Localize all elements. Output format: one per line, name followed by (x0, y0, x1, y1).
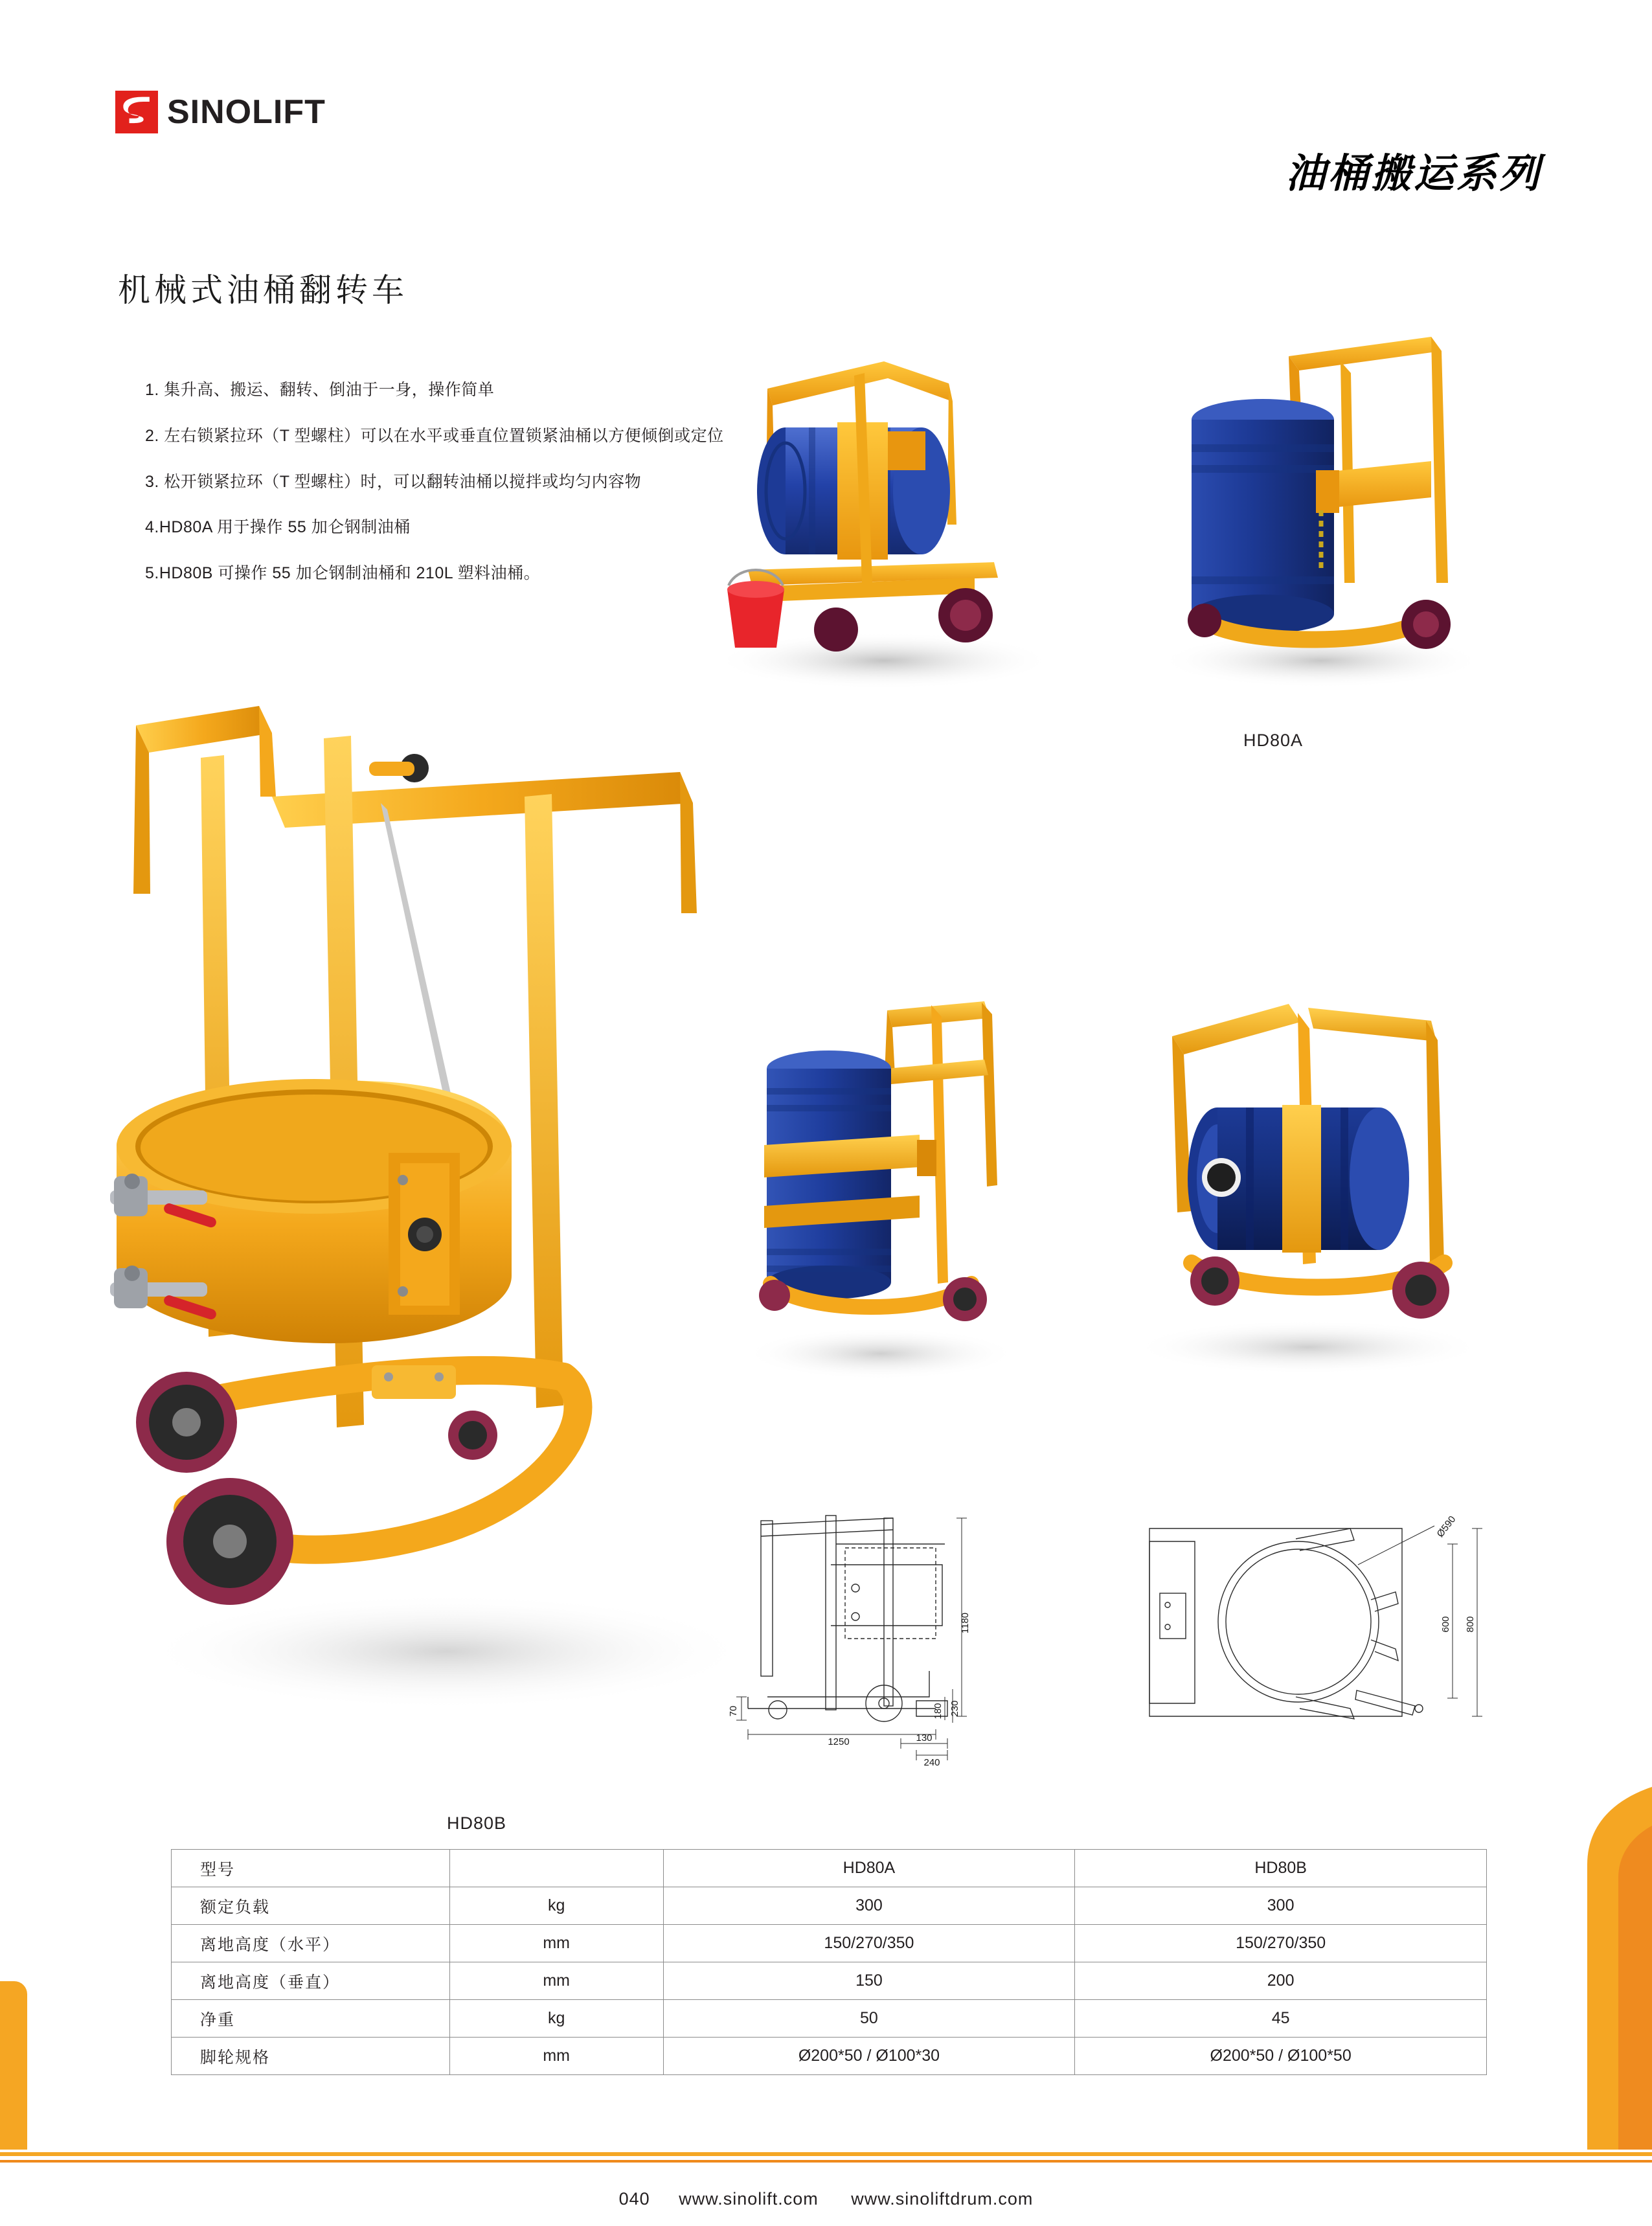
row-label: 净重 (172, 2000, 450, 2038)
footer-url-primary[interactable]: www.sinolift.com (679, 2189, 819, 2209)
dim-height-1180: 1180 (960, 1612, 971, 1634)
row-label: 额定负载 (172, 1887, 450, 1925)
product-photo-horizontal-drum (1094, 991, 1509, 1392)
table-header-hd80a: HD80A (663, 1850, 1075, 1887)
technical-drawing-top-view (1130, 1503, 1519, 1826)
photo-caption-hd80b: HD80B (447, 1813, 507, 1833)
row-value-hd80a: 150 (663, 1962, 1075, 2000)
row-unit: kg (449, 1887, 663, 1925)
specification-table (171, 1849, 1487, 2075)
product-photo-hd80a (1127, 311, 1515, 712)
row-value-hd80a: 150/270/350 (663, 1925, 1075, 1962)
row-value-hd80b: 300 (1075, 1887, 1487, 1925)
footer-divider (0, 2152, 1652, 2156)
technical-drawing-side-view (722, 1503, 1104, 1826)
row-value-hd80b: 200 (1075, 1962, 1487, 2000)
row-value-hd80a: Ø200*50 / Ø100*30 (663, 2038, 1075, 2075)
dim-180: 180 (933, 1703, 944, 1720)
footer (0, 2189, 1652, 2209)
page-number: 040 (618, 2189, 650, 2209)
table-header-hd80b: HD80B (1075, 1850, 1487, 1887)
list-item: 4.HD80A 用于操作 55 加仑钢制油桶 (145, 518, 411, 537)
row-value-hd80b: Ø200*50 / Ø100*50 (1075, 2038, 1487, 2075)
row-value-hd80b: 45 (1075, 2000, 1487, 2038)
list-item: 2. 左右锁紧拉环（T 型螺柱）可以在水平或垂直位置锁紧油桶以方便倾倒或定位 (145, 426, 724, 445)
decor-corner-shape (1510, 1787, 1652, 2150)
table-header-model: 型号 (172, 1850, 450, 1887)
row-unit: mm (449, 2038, 663, 2075)
list-item: 1. 集升高、搬运、翻转、倒油于一身，操作简单 (145, 381, 495, 399)
dim-diameter-590: Ø590 (1434, 1514, 1458, 1539)
decor-left-sliver (0, 1981, 27, 2150)
brand-logo-text: SINOLIFT (167, 93, 326, 131)
row-value-hd80b: 150/270/350 (1075, 1925, 1487, 1962)
product-photo-vertical-drum (725, 991, 1036, 1392)
row-value-hd80a: 300 (663, 1887, 1075, 1925)
product-photo-hd80b-main (110, 699, 797, 1800)
dim-600: 600 (1440, 1616, 1451, 1633)
dim-240: 240 (923, 1757, 940, 1768)
dim-70: 70 (728, 1705, 739, 1717)
dim-130: 130 (916, 1732, 933, 1743)
table-row (172, 1925, 1487, 1962)
row-label: 离地高度（垂直） (172, 1962, 450, 2000)
table-row (172, 1962, 1487, 2000)
photo-caption-hd80a: HD80A (1243, 731, 1304, 750)
table-row (172, 2000, 1487, 2038)
sinolift-s-mark-icon (115, 91, 158, 133)
dim-230: 230 (949, 1700, 960, 1717)
row-label: 离地高度（水平） (172, 1925, 450, 1962)
row-unit: kg (449, 2000, 663, 2038)
table-row (172, 1887, 1487, 1925)
dim-1250: 1250 (828, 1736, 850, 1747)
list-item: 5.HD80B 可操作 55 加仑钢制油桶和 210L 塑料油桶。 (145, 564, 541, 582)
row-unit: mm (449, 1962, 663, 2000)
table-header-unit (449, 1850, 663, 1887)
series-title: 油桶搬运系列 (1285, 152, 1542, 196)
row-label: 脚轮规格 (172, 2038, 450, 2075)
footer-url-secondary[interactable]: www.sinoliftdrum.com (851, 2189, 1034, 2209)
page-title: 机械式油桶翻转车 (118, 272, 408, 308)
table-row (172, 2038, 1487, 2075)
row-unit: mm (449, 1925, 663, 1962)
brand-logo (115, 91, 326, 133)
product-photo-tilted-drum (670, 311, 1072, 712)
list-item: 3. 松开锁紧拉环（T 型螺柱）时，可以翻转油桶以搅拌或均匀内容物 (145, 472, 642, 491)
table-header-row (172, 1850, 1487, 1887)
dim-800: 800 (1465, 1616, 1476, 1633)
footer-divider-secondary (0, 2160, 1652, 2163)
row-value-hd80a: 50 (663, 2000, 1075, 2038)
